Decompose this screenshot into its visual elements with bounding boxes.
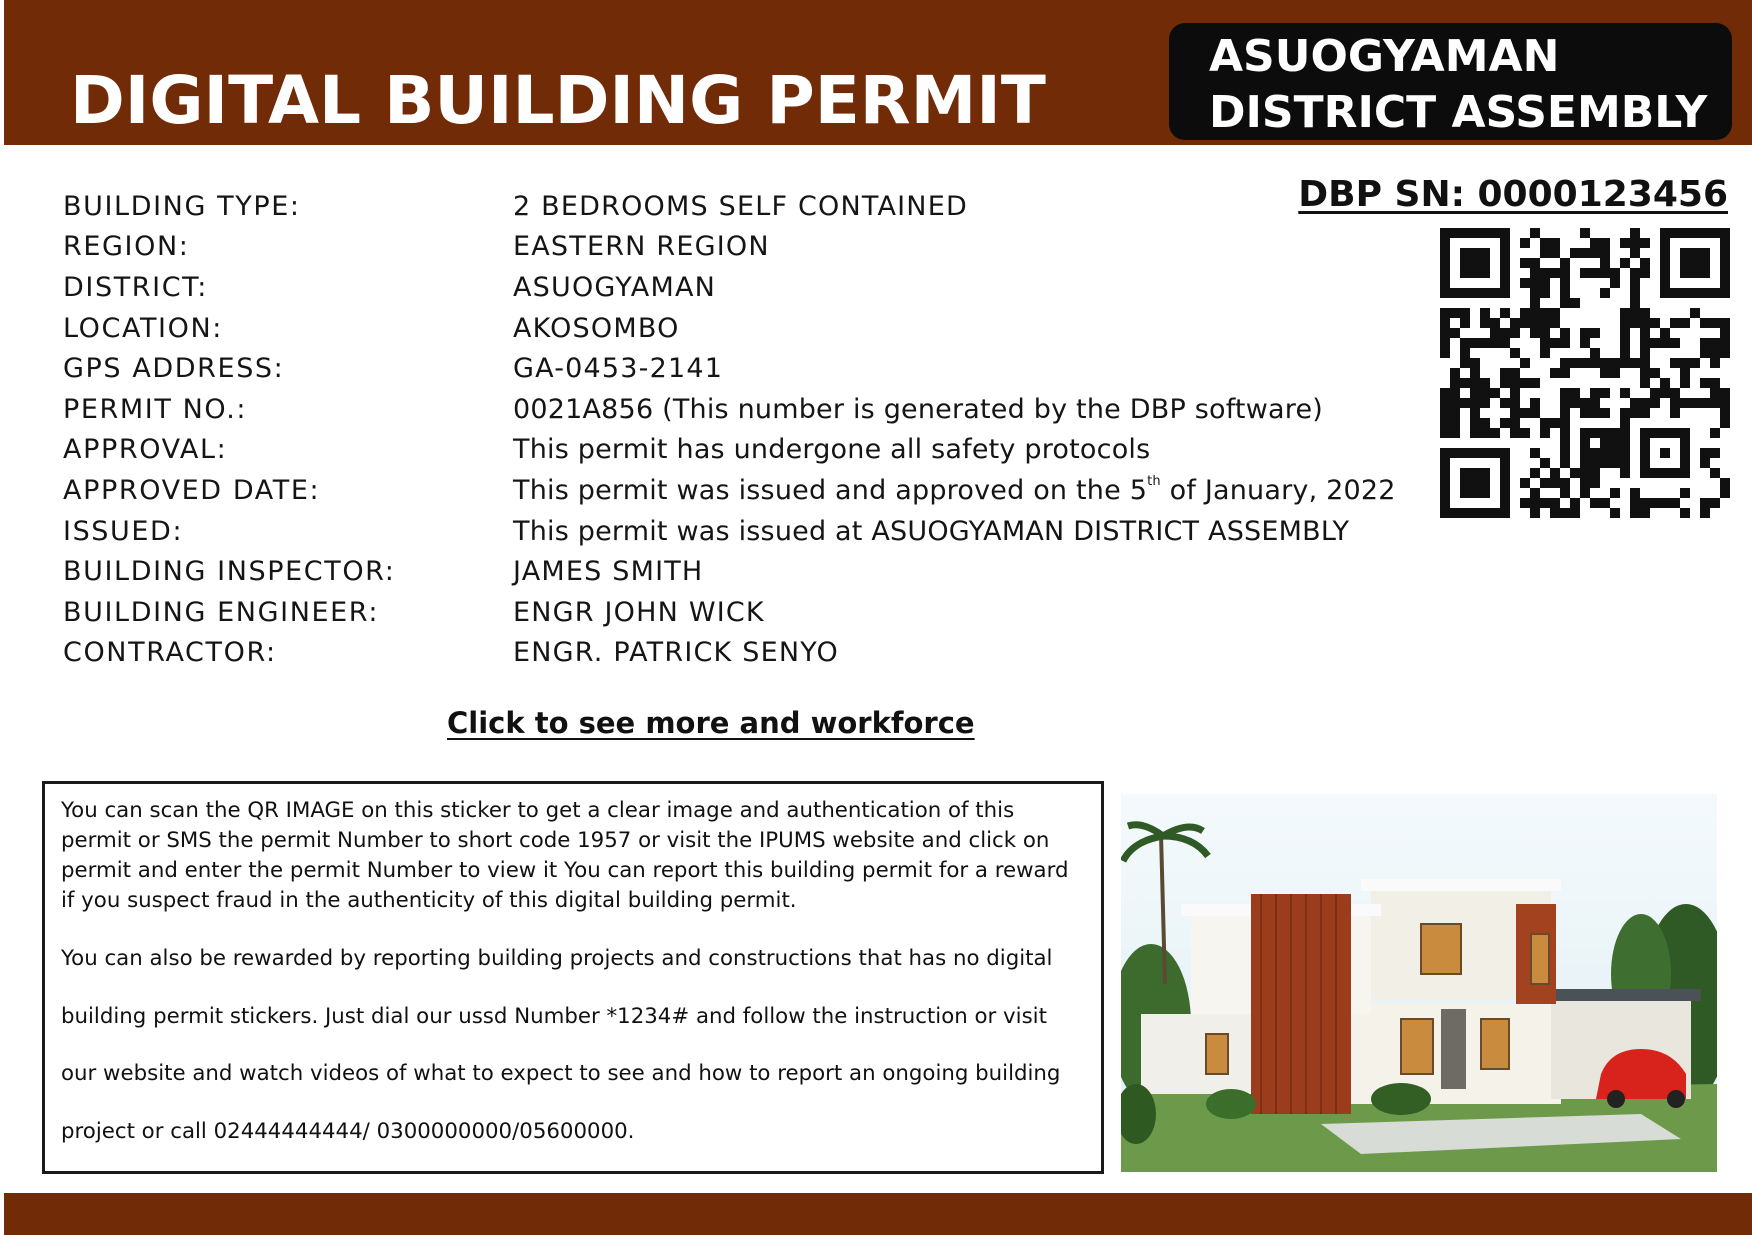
detail-row-building-inspector [63,551,1396,592]
detail-value: GA-0453-2141 [513,353,724,385]
detail-label: CONTRACTOR: [63,637,277,669]
detail-row-location [63,308,1396,349]
detail-row-district [63,267,1396,308]
detail-label: APPROVED DATE: [63,474,321,506]
detail-label: PERMIT NO.: [63,393,248,425]
assembly-name-line1: ASUOGYAMAN [1209,31,1560,82]
serial-number: DBP SN: 0000123456 [1298,174,1728,215]
assembly-name-line2: DISTRICT ASSEMBLY [1209,87,1708,138]
detail-value: ASUOGYAMAN [513,271,717,303]
assembly-badge [1169,23,1732,140]
detail-value: This permit has undergone all safety protocols [513,434,1151,466]
detail-row-permit-no [63,389,1396,430]
detail-label: GPS ADDRESS: [63,353,285,385]
qr-code-icon[interactable] [1440,228,1730,518]
detail-value: 0021A856 (This number is generated by the DBP software) [513,393,1323,425]
detail-value: AKOSOMBO [513,312,680,344]
detail-row-gps-address [63,348,1396,389]
approved-date-text: This permit was issued and approved on the 5 [513,475,1148,507]
info-paragraph-scan: You can scan the QR IMAGE on this sticker to get a clear image and authentication of this permit or SMS the permit Number to short code 1957 or visit the IPUMS website and click on permit and enter the permit Number to view it You can report this building permit for a reward if you suspect fraud in the authenticity of this digital building permit. [61,798,1069,913]
detail-label: REGION: [63,231,190,263]
detail-value: This permit was issued at ASUOGYAMAN DISTRICT ASSEMBLY [513,515,1350,547]
detail-row-region [63,227,1396,268]
detail-value: JAMES SMITH [513,556,704,588]
ordinal-suffix: th [1147,474,1161,490]
info-paragraph-report: You can also be rewarded by reporting building projects and constructions that has no digital building permit stickers. Just dial our ussd Number *1234# and follow the instruction or visit our website and watch videos of what to expect to see and how to report an ongoing building project or call 02444444444/ 0300000000/05600000. [61,946,1061,1144]
detail-row-issued [63,511,1396,552]
info-notice [42,781,1104,1174]
detail-row-approved-date [63,470,1396,511]
detail-value: ENGR JOHN WICK [513,596,765,628]
permit-details [63,186,1396,673]
footer-bar [4,1193,1752,1235]
detail-label: BUILDING ENGINEER: [63,596,380,628]
detail-row-approval [63,430,1396,471]
detail-value: EASTERN REGION [513,231,770,263]
detail-label: DISTRICT: [63,271,208,303]
detail-label: LOCATION: [63,312,223,344]
detail-label: ISSUED: [63,515,184,547]
detail-row-contractor [63,633,1396,674]
detail-row-building-type [63,186,1396,227]
more-workforce-link[interactable]: Click to see more and workforce [447,706,975,740]
approved-date-month: of January, 2022 [1160,475,1396,507]
detail-value: 2 BEDROOMS SELF CONTAINED [513,190,968,222]
detail-value [513,474,1396,506]
page-title: DIGITAL BUILDING PERMIT [70,62,1046,139]
house-image [1121,794,1717,1172]
detail-label: APPROVAL: [63,434,228,466]
detail-label: BUILDING TYPE: [63,190,301,222]
detail-value: ENGR. PATRICK SENYO [513,637,839,669]
detail-row-building-engineer [63,592,1396,633]
detail-label: BUILDING INSPECTOR: [63,556,396,588]
